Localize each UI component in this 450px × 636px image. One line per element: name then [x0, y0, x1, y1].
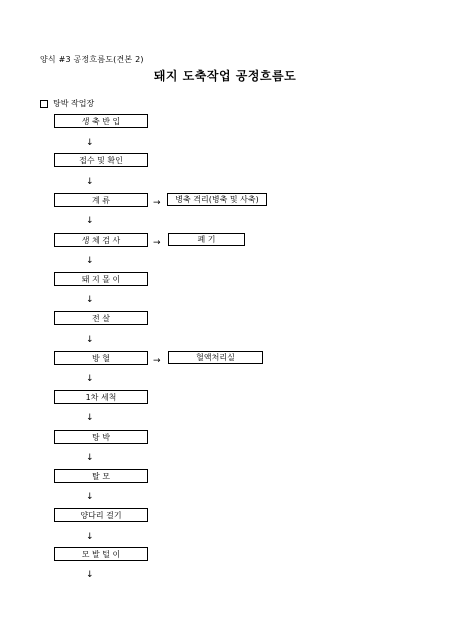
arrow-down-icon: ↓	[86, 216, 94, 226]
arrow-down-icon: ↓	[86, 453, 94, 463]
arrow-down-icon: ↓	[86, 492, 94, 502]
arrow-down-icon: ↓	[86, 335, 94, 345]
side-box-quarantine: 병축 격리(병축 및 사축)	[167, 193, 267, 206]
step-box-bleeding: 방 혈	[54, 351, 148, 365]
arrow-down-icon: ↓	[86, 256, 94, 266]
step-box-livestock-arrival: 생 축 반 입	[54, 114, 148, 128]
step-box-first-wash: 1차 세척	[54, 390, 148, 404]
step-box-hanging: 양다리 걸기	[54, 508, 148, 522]
form-label: 양식 #3 공정흐름도(견본 2)	[40, 55, 144, 64]
section-label: 탕박 작업장	[53, 99, 95, 108]
arrow-down-icon: ↓	[86, 532, 94, 542]
arrow-down-icon: ↓	[86, 295, 94, 305]
step-box-stunning: 전 살	[54, 311, 148, 325]
arrow-down-icon: ↓	[86, 413, 94, 423]
side-box-blood-processing: 혈액처리실	[168, 351, 263, 364]
step-box-scalding: 탕 박	[54, 430, 148, 444]
arrow-right-icon: →	[153, 356, 161, 366]
side-box-disposal: 폐 기	[168, 233, 245, 246]
arrow-down-icon: ↓	[86, 570, 94, 580]
step-box-hair-removal: 모 발 털 이	[54, 547, 148, 561]
step-box-reception: 접수 및 확인	[54, 153, 148, 167]
arrow-right-icon: →	[153, 198, 161, 208]
step-box-antemortem-inspection: 생 체 검 사	[54, 233, 148, 247]
step-box-dehairing: 탈 모	[54, 469, 148, 483]
arrow-down-icon: ↓	[86, 177, 94, 187]
section-header	[40, 98, 94, 109]
arrow-down-icon: ↓	[86, 374, 94, 384]
step-box-lairage: 계 류	[54, 193, 148, 207]
checkbox-icon	[40, 100, 48, 108]
arrow-down-icon: ↓	[86, 138, 94, 148]
step-box-pig-driving: 돼 지 몰 이	[54, 272, 148, 286]
arrow-right-icon: →	[153, 238, 161, 248]
page-title: 돼지 도축작업 공정흐름도	[153, 69, 297, 83]
